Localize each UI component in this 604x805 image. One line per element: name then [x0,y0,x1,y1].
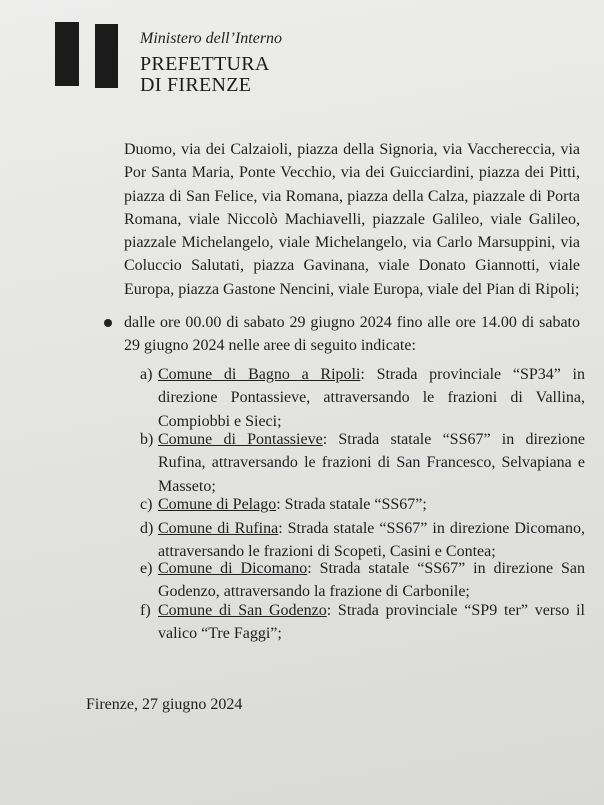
letterhead [55,20,355,100]
bullet-icon [104,319,112,327]
comune-name: Comune di San Godenzo [158,602,327,619]
item-text: : Strada statale “SS67” in direzione Rufina, attraversando le frazioni di San Francesco, Selvapiana e Masseto; [158,431,586,495]
item-label: d) [140,520,154,537]
item-text: : Strada statale “SS67”; [276,496,427,513]
list-item [140,493,585,516]
comune-name: Comune di Pontassieve [158,431,323,448]
list-item [140,363,585,433]
ministry-name: Ministero dell’Interno [140,30,283,47]
list-item [140,599,585,646]
street-list-paragraph: Duomo, via dei Calzaioli, piazza della Signoria, via Vacchereccia, via Por Santa Maria, Ponte Vecchio, via dei Guicciardini, piazza dei Pitti, piazza di San Felice, via Romana, piazza della Calza, piazzale di Porta Romana, viale Niccolò Machiavelli, piazzale Galileo, viale Galileo, piazzale Michelangelo, viale Michelangelo, via Carlo Marsuppini, via Coluccio Salutati, piazza Gavinana, viale Donato Giannotti, viale Europa, piazza Gastone Nencini, viale Europa, viale del Pian di Ripoli; [124,141,580,298]
emblem-bar-left [55,22,79,86]
item-label: c) [140,496,153,513]
emblem-bar-right [95,24,118,88]
list-item [140,428,585,498]
prefecture-title-line2: DI FIRENZE [140,74,252,96]
item-label: b) [140,431,154,448]
item-text: : Strada provinciale “SP34” in direzione Pontassieve, attraversando le frazioni di Vallina, Compiobbi e Sieci; [158,366,585,430]
item-text: : Strada statale “SS67” in direzione San Godenzo, attraversando la frazione di Carbonile; [158,560,586,601]
comune-name: Comune di Pelago [158,496,277,513]
item-text: : Strada statale “SS67” in direzione Dicomano, attraversando le frazioni di Scopeti, Casini e Contea; [158,520,585,561]
item-label: a) [140,366,153,383]
time-window-text: dalle ore 00.00 di sabato 29 giugno 2024 fino alle ore 14.00 di sabato 29 giugno 2024 nelle aree di seguito indicate: [124,314,580,355]
list-item [140,557,585,604]
item-label: e) [140,560,153,577]
comune-name: Comune di Bagno a Ripoli [158,366,361,383]
item-label: f) [140,602,151,619]
comune-name: Comune di Rufina [158,520,279,537]
prefecture-title-line1: PREFETTURA [140,53,270,75]
comune-name: Comune di Dicomano [158,560,308,577]
item-text: : Strada provinciale “SP9 ter” verso il valico “Tre Faggi”; [158,602,586,643]
place-date-signature: Firenze, 27 giugno 2024 [86,696,243,713]
